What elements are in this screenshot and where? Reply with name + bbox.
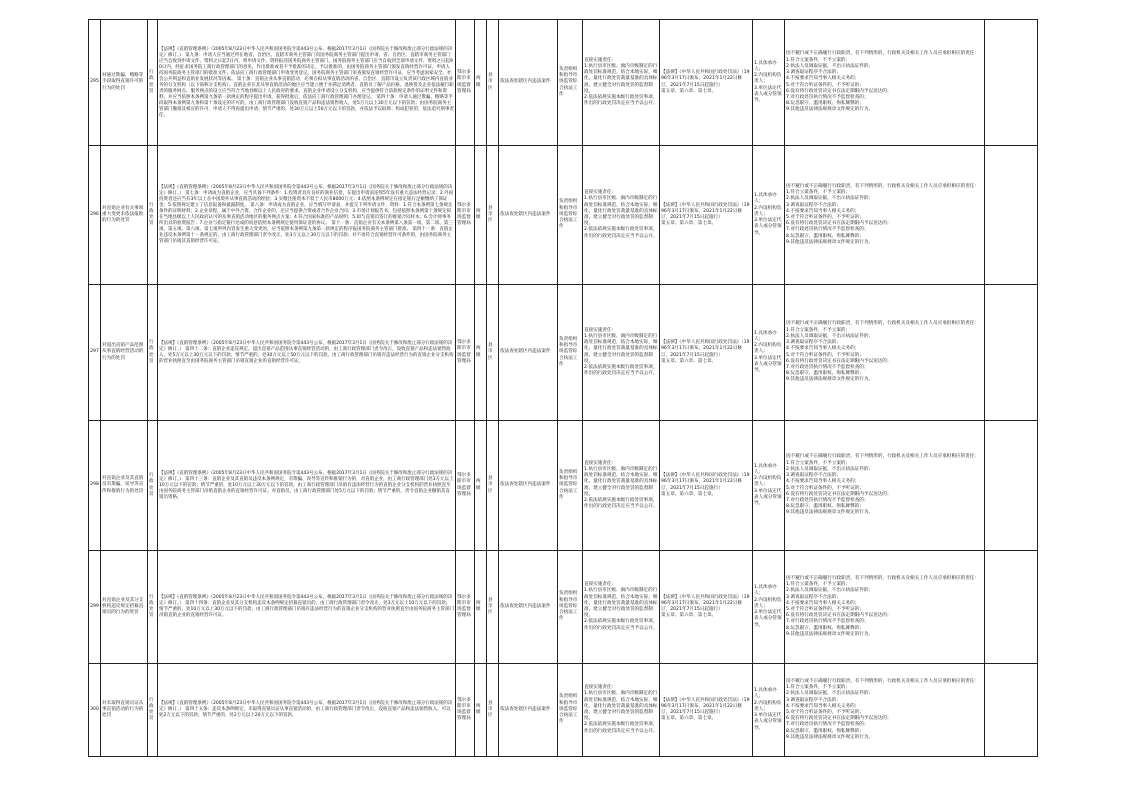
scope: 县市区 [487,285,499,421]
row-number: 298 [89,421,101,551]
law-basis: 【法律】《中华人民共和国行政处罚法》（1996年3月17日颁布，2021年1月22日修订，2021年7月15日起施行） 第五章、第六章、第七章。 [660,285,753,421]
item-name: 对直销企业有关事项重大变更未依法报批的行为的处罚 [101,146,148,285]
duty-boundary: 依法查处辖区内违法案件 [499,551,558,664]
remarks [985,20,1038,146]
legal-basis: 【法规】《直销管理条例》（2005年8月23日中华人民共和国国务院令第443号公布，根据2017年3月1日《国务院关于修改和废止部分行政法规的决定》修订。） 第四十三条：直销企业及其直销员违反本条例规定，有欺骗、误导等宣传和推销行为的，对直销企业，由工商行政管理部门处3万元以上10万元以下的罚款；情节严重的，处10万元以上30万元以下的罚款，由工商行政管理部门吊销有违法经营行为的直销企业分支机构的营业执照直至由国务院商务主管部门吊销直销企业的直销经营许可证。对直销员，由工商行政管理部门处5万元以下的罚款；情节严重的，责令直销企业撤销其直销员资格。 [158,421,456,551]
accountability-subject: 1.具体承办人； 2.内设机构负责人； 3.单位法定代表人或分管领导。 [753,664,785,757]
level: 两级 [475,664,487,757]
department: 鄂尔多斯市市场监督管理局 [456,146,475,285]
level: 两级 [475,551,487,664]
accountability-subject: 1.具体承办人； 2.内设机构负责人； 3.单位法定代表人或分管领导。 [753,146,785,285]
duty-boundary: 依法查处辖区内违法案件 [499,421,558,551]
remarks [985,285,1038,421]
duty-boundary: 依法查处辖区内违法案件 [499,20,558,146]
item-category: 行政处罚 [148,421,158,551]
duty-boundary: 依法查处辖区内违法案件 [499,285,558,421]
undertaker: 负责组织和指导市场监管综合执法工作 [558,285,583,421]
department: 鄂尔多斯市市场监督管理局 [456,285,475,421]
department: 鄂尔多斯市市场监督管理局 [456,20,475,146]
law-basis: 【法律】《中华人民共和国行政处罚法》（1996年3月17日颁布，2021年1月22日修订，2021年7月15日起施行） 第五章、第六章、第七章。 [660,421,753,551]
implement-duty: 直接实施责任： 1.执行县市区级、旗内市级制定的行政处罚标准规范，结合本地实际，细化、量化行政处罚裁量基准的具体标准，建立健全对行政处罚的监督制度。 2.依法依规实施本级行政处罚事项，作出的行政处罚决定应当予以公开。 [583,20,660,146]
table-row [89,285,1038,421]
level: 两级 [475,421,487,551]
remarks [985,421,1038,551]
implement-duty: 直接实施责任： 1.执行县市区级、旗内市级制定的行政处罚标准规范，结合本地实际，细化、量化行政处罚裁量基准的具体标准，建立健全对行政处罚的监督制度。 2.依法依规实施本级行政处罚事项，作出的行政处罚决定应当予以公开。 [583,285,660,421]
legal-basis: 【法规】《直销管理条例》（2005年8月23日中华人民共和国国务院令第443号公布，根据2017年3月1日《国务院关于修改和废止部分行政法规的决定》修订。） 第四十四条：直销企业及其分支机构违反本条例规定招募直销员的，由工商行政管理部门责令改正，处3万元以上10万元以下的罚款；情节严重的，处10万元以上30万元以下的罚款，由工商行政管理部门吊销有违法经营行为的直销企业分支机构的营业执照直至由国务院商务主管部门吊销直销企业的直销经营许可证。 [158,551,456,664]
accountability-subject: 1.具体承办人； 2.内设机构负责人； 3.单位法定代表人或分管领导。 [753,421,785,551]
law-basis: 【法律】《中华人民共和国行政处罚法》（1996年3月17日颁布，2021年1月22日修订，2021年7月15日起施行） 第五章、第六章、第七章。 [660,20,753,146]
legal-basis: 【法规】《直销管理条例》（2005年8月23日中华人民共和国国务院令第443号公布，根据2017年3月1日《国务院关于修改和废止部分行政法规的决定》修订。） 第四十二条：直销企业违反规定，超出直销产品范围从事直销经营活动的，由工商行政管理部门责令改正，没收直销产品和违法销售收入，处5万元以上30万元以下的罚款；情节严重的，处30万元以上50万元以下的罚款，由工商行政管理部门吊销有违法经营行为的直销企业分支机构的营业执照直至由国务院商务主管部门吊销直销企业的直销经营许可证。 [158,285,456,421]
law-basis: 【法律】《中华人民共和国行政处罚法》（1996年3月17日颁布，2021年1月22日修订，2021年7月15日起施行） 第五章、第六章、第七章。 [660,664,753,757]
remarks [985,664,1038,757]
item-category: 行政处罚 [148,551,158,664]
scope: 县市区 [487,20,499,146]
table-row [89,146,1038,285]
implement-duty: 直接实施责任： 1.执行县市区级、旗内市级制定的行政处罚标准规范，结合本地实际，细化、量化行政处罚裁量基准的具体标准，建立健全对行政处罚的监督制度。 2.依法依规实施本级行政处罚事项，作出的行政处罚决定应当予以公开。 [583,421,660,551]
row-number: 297 [89,285,101,421]
table-row [89,421,1038,551]
scope: 县市区 [487,664,499,757]
department: 鄂尔多斯市市场监督管理局 [456,551,475,664]
item-name: 对未取得直销员证从事直销活动的行为的处罚 [101,664,148,757]
accountability-subject: 1.具体承办人； 2.内设机构负责人； 3.单位法定代表人或分管领导。 [753,285,785,421]
law-basis: 【法律】《中华人民共和国行政处罚法》（1996年3月17日颁布，2021年1月22日修订，2021年7月15日起施行） 第五章、第六章、第七章。 [660,551,753,664]
accountability-situations: 因不履行或不正确履行行政职责，有下列情形的，行政机关及相关工作人员应承担相应的责任： 1.符合立案条件，不予立案的； 2.执法人员调取证据，不出示执法证件的； 3.调查取证程序不合法的； 4.不按要求告知当事人相关义务的； 5.对于符合听证条件的，不予听证的； 6.没有将行政处罚决定书在法定期限内予以送达的； 7.对行政处罚执行情况不予监督检查的； 8.玩忽职守、滥用职权、徇私舞弊的； 9.其他违反法律法规规章文件规定的行为。 [785,421,985,551]
item-category: 行政处罚 [148,664,158,757]
accountability-subject: 1.具体承办人； 2.内设机构负责人； 3.单位法定代表人或分管领导。 [753,20,785,146]
duty-boundary: 依法查处辖区内违法案件 [499,664,558,757]
item-category: 行政处罚 [148,146,158,285]
level: 两级 [475,146,487,285]
row-number: 300 [89,664,101,757]
duty-table [88,19,1038,757]
accountability-subject: 1.具体承办人； 2.内设机构负责人； 3.单位法定代表人或分管领导。 [753,551,785,664]
item-name: 对通过欺骗、贿赂等手段取得直销许可的行为的处罚 [101,20,148,146]
implement-duty: 直接实施责任： 1.执行县市区级、旗内市级制定的行政处罚标准规范，结合本地实际，细化、量化行政处罚裁量基准的具体标准，建立健全对行政处罚的监督制度。 2.依法依规实施本级行政处罚事项，作出的行政处罚决定应当予以公开。 [583,146,660,285]
level: 两级 [475,285,487,421]
table-body [89,20,1038,757]
undertaker: 负责组织和指导市场监管综合执法工作 [558,551,583,664]
row-number: 295 [89,20,101,146]
duty-boundary: 依法查处辖区内违法案件 [499,146,558,285]
level: 两级 [475,20,487,146]
department: 鄂尔多斯市市场监督管理局 [456,421,475,551]
item-name: 对超出直销产品范围从事直销经营活动的行为的处罚 [101,285,148,421]
implement-duty: 直接实施责任： 1.执行县市区级、旗内市级制定的行政处罚标准规范，结合本地实际，细化、量化行政处罚裁量基准的具体标准，建立健全对行政处罚的监督制度。 2.依法依规实施本级行政处罚事项，作出的行政处罚决定应当予以公开。 [583,664,660,757]
undertaker: 负责组织和指导市场监管综合执法工作 [558,146,583,285]
remarks [985,551,1038,664]
item-category: 行政处罚 [148,20,158,146]
undertaker: 负责组织和指导市场监管综合执法工作 [558,664,583,757]
accountability-situations: 因不履行或不正确履行行政职责，有下列情形的，行政机关及相关工作人员应承担相应的责任： 1.符合立案条件，不予立案的； 2.执法人员调取证据，不出示执法证件的； 3.调查取证程序不合法的； 4.不按要求告知当事人相关义务的； 5.对于符合听证条件的，不予听证的； 6.没有将行政处罚决定书在法定期限内予以送达的； 7.对行政处罚执行情况不予监督检查的； 8.玩忽职守、滥用职权、徇私舞弊的； 9.其他违反法律法规规章文件规定的行为。 [785,285,985,421]
item-name: 对直销企业及其直销员有欺骗、误导等宣传和推销行为的处罚 [101,421,148,551]
row-number: 296 [89,146,101,285]
law-basis: 【法律】《中华人民共和国行政处罚法》（1996年3月17日颁布，2021年1月22日修订，2021年7月15日起施行） 第五章、第六章、第七章。 [660,146,753,285]
accountability-situations: 因不履行或不正确履行行政职责，有下列情形的，行政机关及相关工作人员应承担相应的责任： 1.符合立案条件，不予立案的； 2.执法人员调取证据，不出示执法证件的； 3.调查取证程序不合法的； 4.不按要求告知当事人相关义务的； 5.对于符合听证条件的，不予听证的； 6.没有将行政处罚决定书在法定期限内予以送达的； 7.对行政处罚执行情况不予监督检查的； 8.玩忽职守、滥用职权、徇私舞弊的； 9.其他违反法律法规规章文件规定的行为。 [785,146,985,285]
scope: 县市区 [487,421,499,551]
implement-duty: 直接实施责任： 1.执行县市区级、旗内市级制定的行政处罚标准规范，结合本地实际，细化、量化行政处罚裁量基准的具体标准，建立健全对行政处罚的监督制度。 2.依法依规实施本级行政处罚事项，作出的行政处罚决定应当予以公开。 [583,551,660,664]
scope: 县市区 [487,551,499,664]
undertaker: 负责组织和指导市场监管综合执法工作 [558,421,583,551]
undertaker: 负责组织和指导市场监管综合执法工作 [558,20,583,146]
row-number: 299 [89,551,101,664]
accountability-situations: 因不履行或不正确履行行政职责，有下列情形的，行政机关及相关工作人员应承担相应的责任： 1.符合立案条件，不予立案的； 2.执法人员调取证据，不出示执法证件的； 3.调查取证程序不合法的； 4.不按要求告知当事人相关义务的； 5.对于符合听证条件的，不予听证的； 6.没有将行政处罚决定书在法定期限内予以送达的； 7.对行政处罚执行情况不予监督检查的； 8.玩忽职守、滥用职权、徇私舞弊的； 9.其他违反法律法规规章文件规定的行为。 [785,20,985,146]
legal-basis: 【法规】《直销管理条例》（2005年8月23日中华人民共和国国务院令第443号公布，根据2017年3月1日《国务院关于修改和废止部分行政法规的决定》修订。） 第九条：申请人应当通过所在地省、自治区、直辖市商务主管部门向国务院商务主管部门提出申请。省、自治区、直辖市商务主管部门应当自收到申请文件、资料之日起7日内，将申请文件、资料报送国务院商务主管部门。国务院商务主管部门应当自收到全部申请文件、资料之日起90日内，经征求国务院工商行政管理部门的意见，作出批准或者不予批准的决定。予以批准的，由国务院商务主管部门颁发直销经营许可证。申请人持国务院商务主管部门的批准文件，依法向工商行政管理部门申请变更登记。国务院商务主管部门审查颁发直销经营许可证，应当考虑国家安全、社会公共利益和直销业发展状况等因素。 第十条：直销企业从事直销活动，必须在拟从事直销活动的省、自治区、直辖市设立负责该行政区域内直销业务的分支机构（以下简称分支机构）。直销企业在其从事直销活动的地区应当建立便于并满足消费者、直销员了解产品价格、退换货及企业依法履行职责的服务网点。服务网点的设立应当符合当地县级以上人民政府的要求。直销企业申请设立分支机构，应当提供符合前款规定条件的证明文件和资料，并应当依照本条例第九条第一款规定的程序提出申请。获得批准后，依法向工商行政管理部门办理登记。 第四十条：申请人通过欺骗、贿赂等手段取得本条例第九条和第十条设定的许可的，由工商行政管理部门没收直销产品和违法销售收入，处5万元以上30万元以下的罚款；由国务院商务主管部门撤销其相应的许可，申请人不得再提出申请；情节严重的，处30万元以上50万元以下的罚款，并依法予以取缔；构成犯罪的，依法追究刑事责任。 [158,20,456,146]
item-category: 行政处罚 [148,285,158,421]
legal-basis: 【法规】《直销管理条例》（2005年8月23日中华人民共和国国务院令第443号公布，根据2017年3月1日《国务院关于修改和废止部分行政法规的决定》修订。） 第七条：申请成为直销企业，应当具备下列条件：1.投资者具有良好的商业信誉，在提出申请前连续5年没有重大违法经营记录；2.外国投资者还应当有3年以上在中国境外从事直销活动的经验；3.实缴注册资本不低于人民币8000万元；4.依照本条例规定在指定银行足额缴纳了保证金；5.依照规定建立了信息报备和披露制度。 第八条：申请成为直销企业，应当填写申请表，并提交下列申请文件、资料：1.符合本条例第七条规定条件的证明材料；2.企业章程，属于中外合资、合作企业的，还应当提供合资或者合作企业合同；3.市场计划报告书，包括依照本条例第十条规定拟在当地县级以上人民政府认可的从事直销活动地区的服务网点方案；4.符合国家标准的产品说明；5.拟与直销员签订的推销合同样本；6.会计师事务所出具的验资报告；7.企业与指定银行达成的同意依照本条例规定使用保证金的协议。 第十一条：直销企业有关本条例第八条第一项、第二项、第三项、第五项、第六项、第七项所列内容发生重大变更的，应当依照本条例第九条第一款规定的程序报国务院商务主管部门批准。 第四十一条：直销企业违反本条例第十一条规定的，由工商行政管理部门责令改正，处3万元以上30万元以下的罚款；对不再符合直销经营许可条件的，由国务院商务主管部门吊销其直销经营许可证。 [158,146,456,285]
item-name: 对直销企业及其分支机构违反规定招募直销员的行为的处罚 [101,551,148,664]
table-row [89,551,1038,664]
legal-basis: 【法规】《直销管理条例》（2005年8月23日中华人民共和国国务院令第443号公布，根据2017年3月1日《国务院关于修改和废止部分行政法规的决定》修订。） 第四十五条：违反本条例规定，未取得直销员证从事直销活动的，由工商行政管理部门责令改正，没收直销产品和违法销售收入，可以处2万元以下的罚款；情节严重的，处2万元以上20万元以下的罚款。 [158,664,456,757]
department: 鄂尔多斯市市场监督管理局 [456,664,475,757]
accountability-situations: 因不履行或不正确履行行政职责，有下列情形的，行政机关及相关工作人员应承担相应的责任： 1.符合立案条件，不予立案的； 2.执法人员调取证据，不出示执法证件的； 3.调查取证程序不合法的； 4.不按要求告知当事人相关义务的； 5.对于符合听证条件的，不予听证的； 6.没有将行政处罚决定书在法定期限内予以送达的； 7.对行政处罚执行情况不予监督检查的； 8.玩忽职守、滥用职权、徇私舞弊的； 9.其他违反法律法规规章文件规定的行为。 [785,551,985,664]
table-row [89,664,1038,757]
remarks [985,146,1038,285]
scope: 县市区 [487,146,499,285]
table-row [89,20,1038,146]
accountability-situations: 因不履行或不正确履行行政职责，有下列情形的，行政机关及相关工作人员应承担相应的责任： 1.符合立案条件，不予立案的； 2.执法人员调取证据，不出示执法证件的； 3.调查取证程序不合法的； 4.不按要求告知当事人相关义务的； 5.对于符合听证条件的，不予听证的； 6.没有将行政处罚决定书在法定期限内予以送达的； 7.对行政处罚执行情况不予监督检查的； 8.玩忽职守、滥用职权、徇私舞弊的； 9.其他违反法律法规规章文件规定的行为。 [785,664,985,757]
